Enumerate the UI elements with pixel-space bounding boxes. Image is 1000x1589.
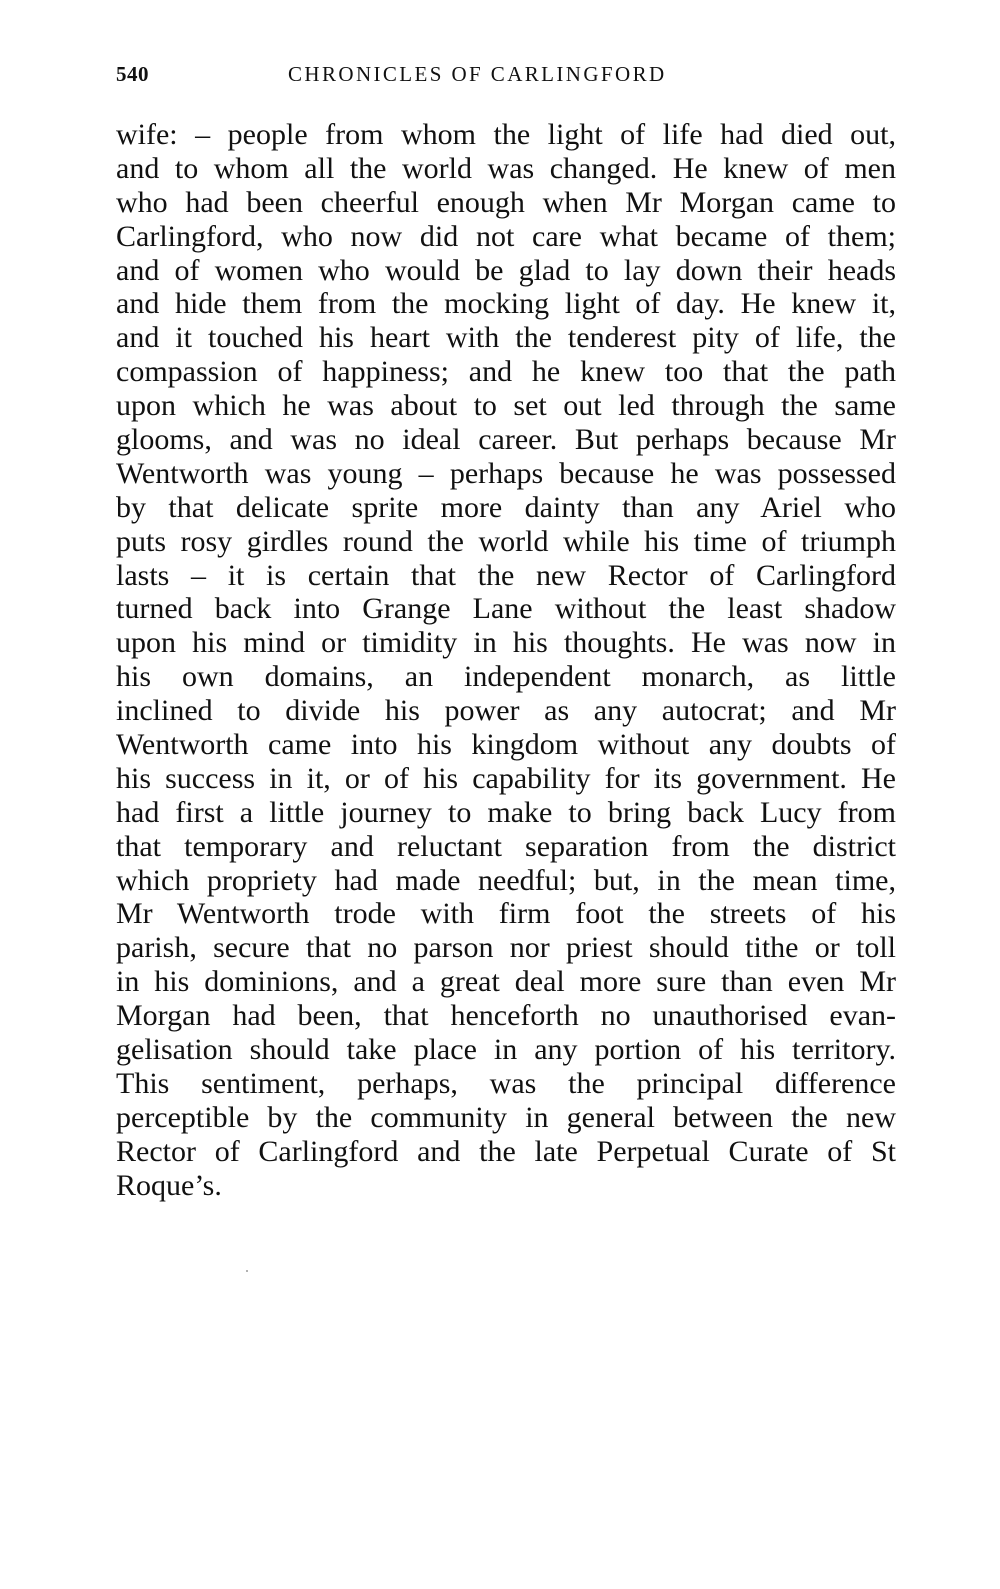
text-line: Wentworth came into his kingdom without any doubts of <box>116 728 896 762</box>
text-line: gelisation should take place in any portion of his territory. <box>116 1033 896 1067</box>
text-line: his success in it, or of his capability for its government. He <box>116 761 896 795</box>
scan-speck <box>246 1270 248 1272</box>
text-line: parish, secure that no parson nor priest should tithe or toll <box>116 931 896 965</box>
text-line: that temporary and reluctant separation from the district <box>116 829 896 863</box>
text-line: and hide them from the mocking light of day. He knew it, <box>116 287 896 321</box>
running-head <box>116 62 896 96</box>
text-line: glooms, and was no ideal career. But perhaps because Mr <box>116 423 896 457</box>
text-line: upon his mind or timidity in his thoughts. He was now in <box>116 626 896 660</box>
text-line: Wentworth was young – perhaps because he was possessed <box>116 456 896 490</box>
text-line: his own domains, an independent monarch, as little <box>116 660 896 694</box>
text-line: by that delicate sprite more dainty than any Ariel who <box>116 490 896 524</box>
text-line: Morgan had been, that henceforth no unauthorised evan- <box>116 999 896 1033</box>
text-line: puts rosy girdles round the world while his time of triumph <box>116 524 896 558</box>
text-line: upon which he was about to set out led through the same <box>116 389 896 423</box>
text-line: Mr Wentworth trode with firm foot the streets of his <box>116 897 896 931</box>
text-line: and to whom all the world was changed. He knew of men <box>116 151 896 185</box>
text-line: wife: – people from whom the light of life had died out, <box>116 118 896 151</box>
text-line: compassion of happiness; and he knew too that the path <box>116 355 896 389</box>
text-line: had first a little journey to make to bring back Lucy from <box>116 795 896 829</box>
text-line: Carlingford, who now did not care what became of them; <box>116 219 896 253</box>
text-line: inclined to divide his power as any autocrat; and Mr <box>116 694 896 728</box>
text-line: lasts – it is certain that the new Rector of Carlingford <box>116 558 896 592</box>
text-line: Rector of Carlingford and the late Perpetual Curate of St <box>116 1134 896 1168</box>
page-number: 540 <box>116 62 149 86</box>
text-line: and it touched his heart with the tenderest pity of life, the <box>116 321 896 355</box>
text-line: in his dominions, and a great deal more sure than even Mr <box>116 965 896 999</box>
text-line: which propriety had made needful; but, in the mean time, <box>116 863 896 897</box>
text-line: perceptible by the community in general between the new <box>116 1100 896 1134</box>
text-line: turned back into Grange Lane without the least shadow <box>116 592 896 626</box>
text-line: and of women who would be glad to lay down their heads <box>116 253 896 287</box>
text-line: who had been cheerful enough when Mr Morgan came to <box>116 185 896 219</box>
text-line: This sentiment, perhaps, was the principal difference <box>116 1066 896 1100</box>
running-title: CHRONICLES OF CARLINGFORD <box>288 62 667 86</box>
text-line: Roque’s. <box>116 1168 222 1202</box>
body-text <box>116 118 896 1203</box>
